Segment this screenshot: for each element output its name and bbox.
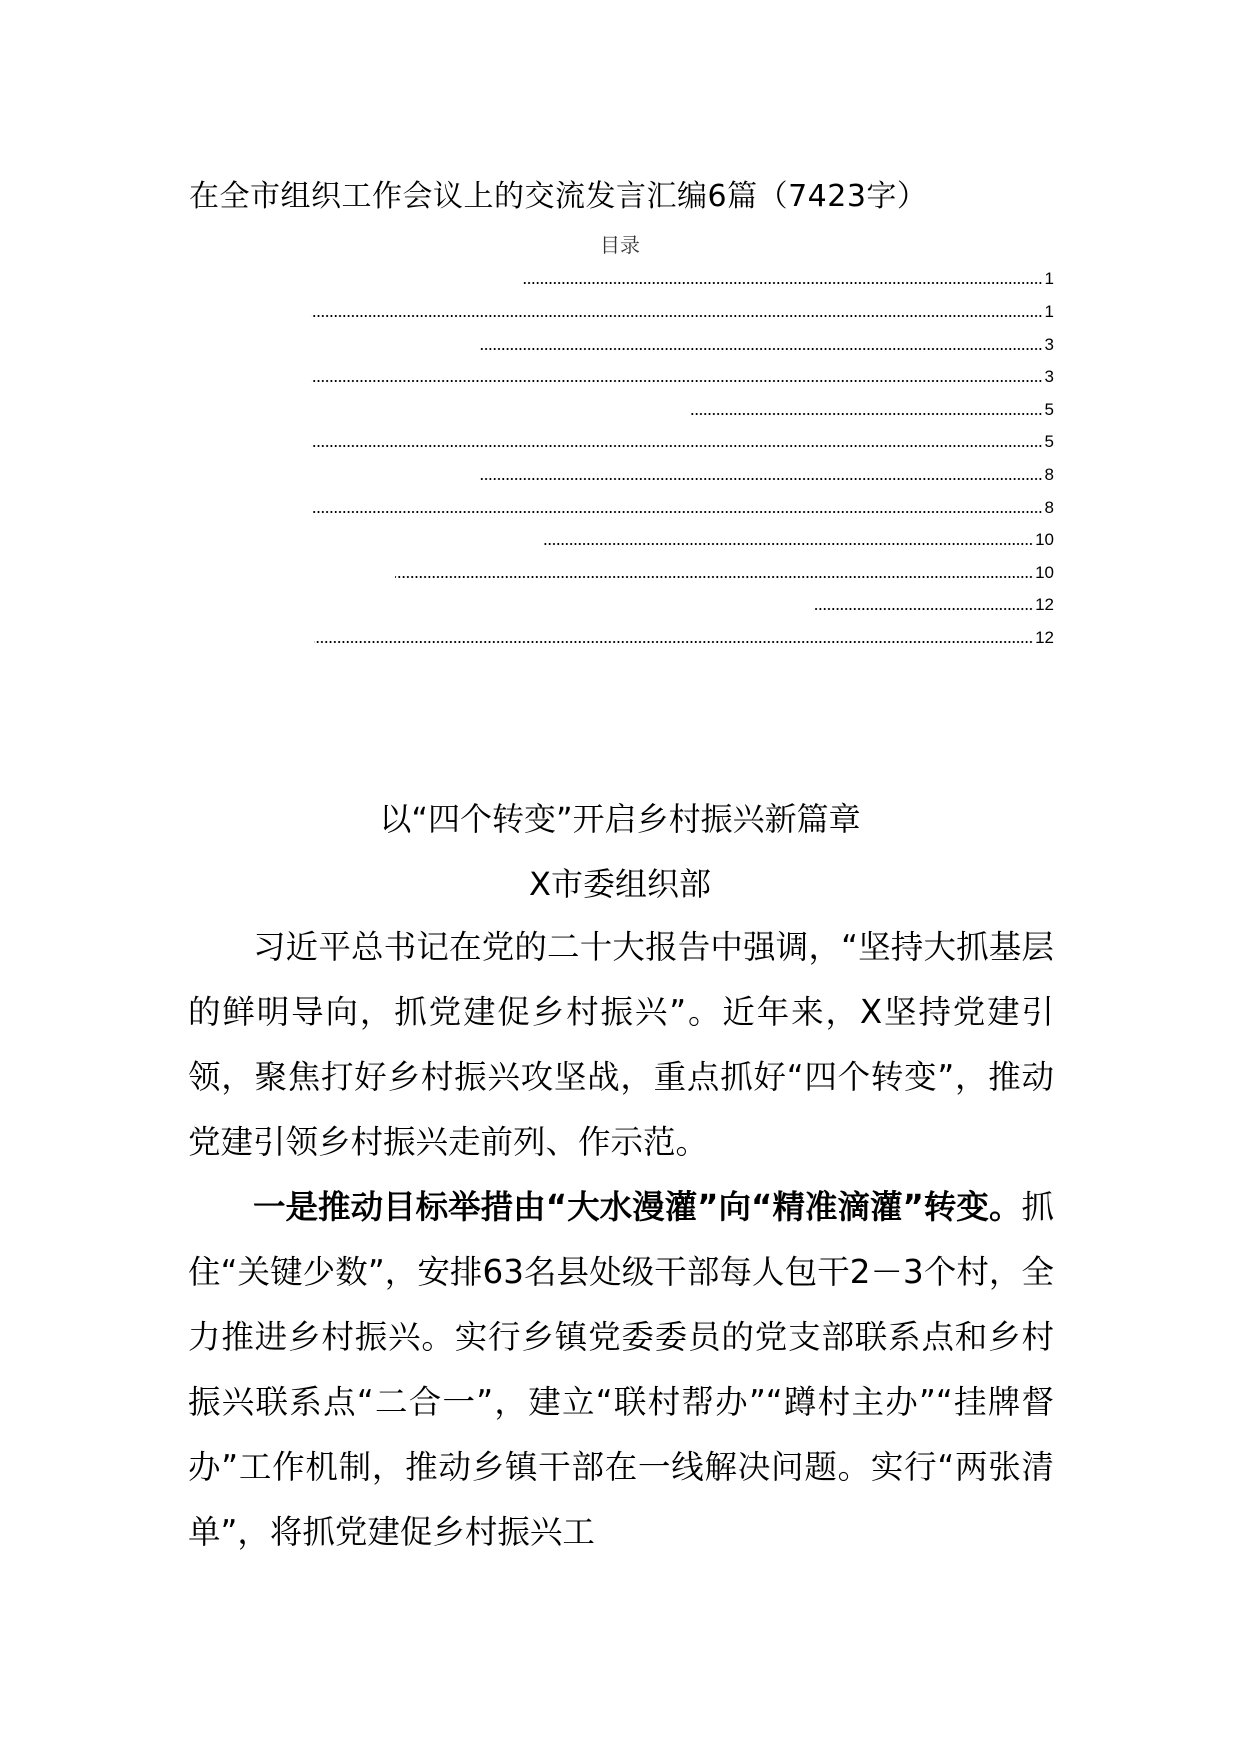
toc-leader-dots	[311, 510, 1043, 514]
toc-page-number: 3	[1044, 367, 1054, 386]
toc-leader-dots	[690, 412, 1043, 416]
toc-page-number: 10	[1035, 563, 1054, 582]
toc-page-number: 12	[1035, 595, 1054, 614]
toc-page-number: 10	[1035, 530, 1054, 549]
toc-page-number: 1	[1044, 269, 1054, 288]
toc-heading: 目录	[600, 233, 640, 257]
toc-leader-dots	[815, 607, 1033, 611]
document-title: 在全市组织工作会议上的交流发言汇编6篇（7423字）	[189, 179, 928, 214]
toc-leader-dots	[395, 575, 1033, 579]
toc-page-number: 8	[1044, 498, 1054, 517]
toc-entry[interactable]	[690, 399, 1054, 421]
toc-entry[interactable]	[311, 366, 1054, 388]
toc-entry[interactable]	[480, 334, 1054, 356]
toc-leader-dots	[311, 379, 1043, 383]
toc-leader-dots	[543, 542, 1033, 546]
paragraph-lead: 一是推动目标举措由“大水漫灌”向“精准滴灌”转变。	[253, 1188, 1022, 1226]
article-title: 以“四个转变”开启乡村振兴新篇章	[379, 800, 861, 838]
toc-entry[interactable]	[311, 301, 1054, 323]
toc-page-number: 1	[1044, 302, 1054, 321]
article-author: X市委组织部	[529, 865, 711, 903]
paragraph-text: 习近平总书记在党的二十大报告中强调，“坚持大抓基层的鲜明导向，抓党建促乡村振兴”。近年来，X坚持党建引领，聚焦打好乡村振兴攻坚战，重点抓好“四个转变”，推动党建引领乡村振兴走前列、作示范。	[188, 928, 1054, 1161]
toc-leader-dots	[314, 640, 1033, 644]
toc-page-number: 12	[1035, 628, 1054, 647]
paragraph	[188, 1175, 1054, 1565]
toc-entry[interactable]	[815, 594, 1054, 616]
toc-entry[interactable]	[480, 464, 1054, 486]
paragraph	[188, 915, 1054, 1175]
toc-page-number: 5	[1044, 432, 1054, 451]
toc-entry[interactable]	[311, 497, 1054, 519]
toc-entry[interactable]	[314, 627, 1054, 649]
toc-leader-dots	[522, 281, 1043, 285]
toc-leader-dots	[311, 314, 1043, 318]
toc-entry[interactable]	[395, 562, 1054, 584]
toc-leader-dots	[480, 347, 1043, 351]
paragraph-text: 抓住“关键少数”，安排63名县处级干部每人包干2－3个村，全力推进乡村振兴。实行乡镇党委委员的党支部联系点和乡村振兴联系点“二合一”，建立“联村帮办”“蹲村主办”“挂牌督办”工作机制，推动乡镇干部在一线解决问题。实行“两张清单”，将抓党建促乡村振兴工	[188, 1188, 1054, 1551]
article-body	[188, 915, 1054, 1565]
toc-entry[interactable]	[522, 268, 1054, 290]
toc-entry[interactable]	[311, 431, 1054, 453]
toc-leader-dots	[480, 477, 1043, 481]
toc-entry[interactable]	[543, 529, 1054, 551]
toc-page-number: 8	[1044, 465, 1054, 484]
toc-page-number: 3	[1044, 335, 1054, 354]
toc-page-number: 5	[1044, 400, 1054, 419]
toc-leader-dots	[311, 444, 1043, 448]
